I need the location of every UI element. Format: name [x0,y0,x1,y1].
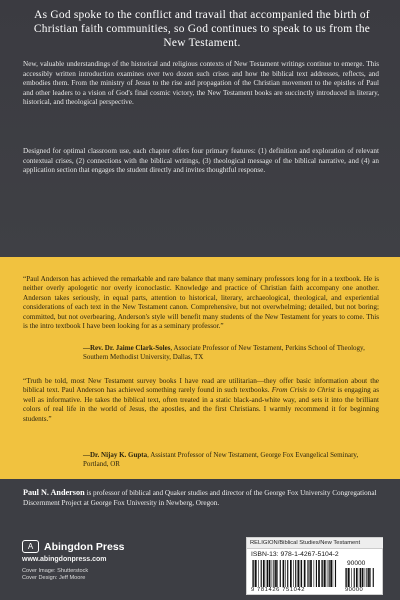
cover-image-credit: Cover Image: Shutterstock [22,568,89,574]
quote-text-start: “Truth be told, most New Testament survey books I have read are utilitarian—they offer basic information about the biblical text. Paul Anderson has achieved something rarely found in such textbooks. [23,377,379,395]
abingdon-logo-icon: A [22,540,39,553]
endorser-title: , Associate Professor of New Testament, Perkins School of Theology, Southern Methodist University, Dallas, TX [83,344,365,362]
isbn-barcode-box [246,537,383,595]
price-code: 90000 [347,560,366,567]
author-name: Paul N. Anderson [23,488,85,497]
publisher-block [22,540,202,582]
publisher-name: Abingdon Press [44,540,125,553]
endorser-name: —Rev. Dr. Jaime Clark-Soles [83,344,171,352]
description-paragraph-1: New, valuable understandings of the historical and religious contexts of New Testament writings continue to emerge. This accessibly written introduction examines over two dozen such crises and how the biblical text addresses, reflects, and embodies them. From the ministry of Jesus to the rise and propagation of the Christian movement to the epistles of Paul and other leaders to a vision of God's final cosmic victory, the New Testament books are succinctly introduced in literary, historical, and theological perspective. [23,60,379,107]
endorsement-quote-1: “Paul Anderson has achieved the remarkable and rare balance that many seminary professors long for in a textbook. He is neither overly apologetic nor overly iconoclastic. Knowledge and practice of Christian faith accompany one another. Anderson takes seriously, in equal parts, attention to historical, literary, archaeological, theological, and experiential considerations of each text in the New Testament canon. Comprehensive, but not overwhelming; detailed, but not boring; committed, but not overbearing, Anderson's style will benefit many students of the New Testament for years to come. This is the intro textbook I have been looking for as a seminary professor.” [23,275,379,331]
quote-text-end: is engaging as well as informative. He takes the biblical text, often treated in a static black-and-white way, and sets it into the brilliant colors of real life in the world of Jesus, the apostles, and the first Christians. I warmly recommend it for beginning students.” [23,386,379,423]
endorsement-attribution-1 [23,344,379,362]
author-bio [23,488,379,508]
endorser-name: —Dr. Nijay K. Gupta [83,451,148,459]
bisac-category: RELIGION/Biblical Studies/New Testament [247,538,383,549]
cover-design-credit: Cover Design: Jeff Moore [22,575,86,581]
endorsement-quote-2 [23,377,379,424]
price-barcode [344,568,377,587]
barcode-digits: 9 781426 751042 [251,587,306,593]
publisher-url[interactable]: www.abingdonpress.com [22,556,107,563]
cover-credits [22,568,202,582]
author-bio-text: is professor of biblical and Quaker studies and director of the George Fox University Congregational Discernment Project at George Fox University in Newberg, Oregon. [23,489,377,507]
isbn-number: ISBN-13: 978-1-4267-5104-2 [251,551,339,558]
ean-barcode [251,560,339,587]
endorser-title: , Assistant Professor of New Testament, George Fox Evangelical Seminary, Portland, OR [83,451,359,469]
lede-statement: As God spoke to the conflict and travail that accompanied the birth of Christian faith communities, so God continues to speak to us from the New Testament. [33,9,371,49]
publisher-logo [22,540,202,553]
price-barcode-digits: 90000 [345,587,364,593]
endorsement-attribution-2 [23,451,379,469]
description-paragraph-2: Designed for optimal classroom use, each chapter offers four primary features: (1) definition and exploration of relevant contextual crises, (2) connections with the biblical writings, (3) theological message of the biblical narrative, and (4) an application section that engages the student directly and invites thoughtful response. [23,147,379,175]
book-title-reference: From Crisis to Christ [271,386,336,395]
